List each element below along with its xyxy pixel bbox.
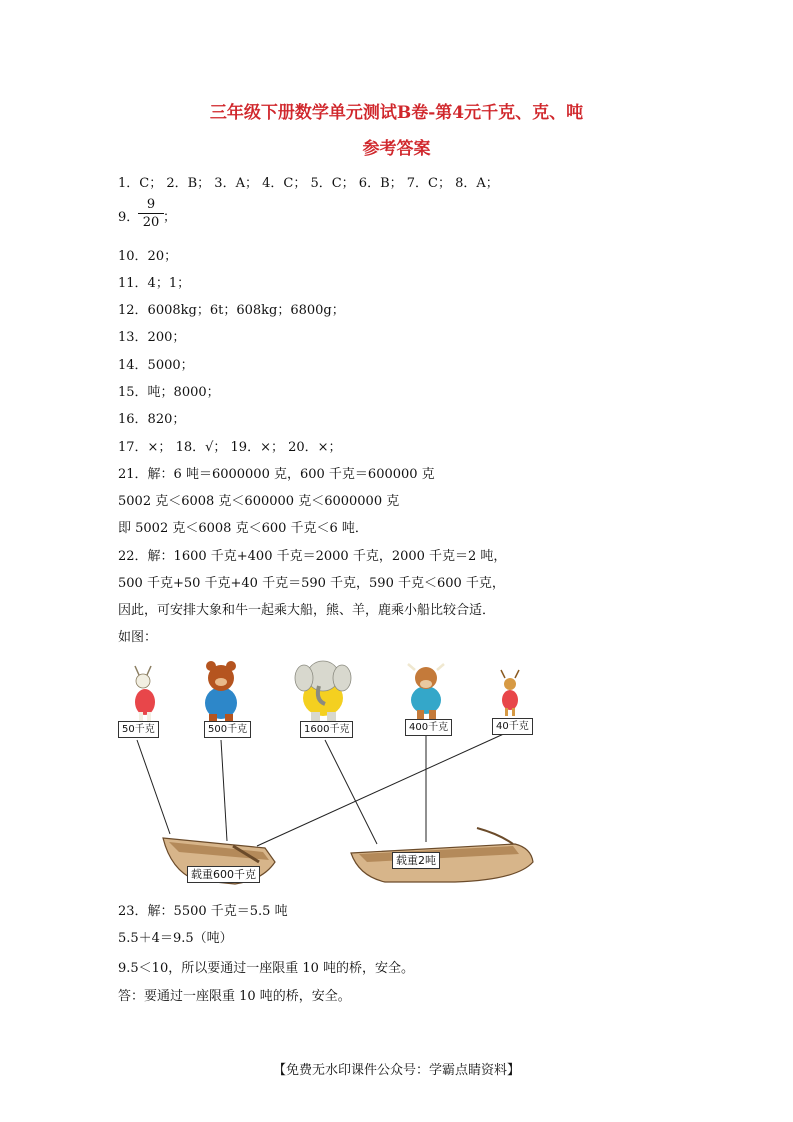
answer-21-line-1: 21．解：6 吨＝6000000 克，600 千克＝600000 克 [118,467,435,482]
connector-goat [137,740,170,834]
weight-label-elephant: 1600千克 [300,721,353,738]
page-subtitle: 参考答案 [362,139,431,159]
answer-10: 10．20； [118,249,178,264]
footer-note: 【免费无水印课件公众号：学霸点睛资料】 [272,1063,520,1078]
answer-11: 11．4；1； [118,276,191,291]
answer-16: 16．820； [118,412,186,427]
answer-15: 15．吨；8000； [118,385,220,400]
connector-bear [221,740,227,841]
answer-14: 14．5000； [118,358,194,373]
elephant-icon [295,661,351,721]
answer-line-1-8: 1．C； 2．B； 3．A； 4．C； 5．C； 6．B； 7．C； 8．A； [118,176,499,191]
weight-label-goat: 50千克 [118,721,159,738]
connector-elephant [325,740,377,844]
answer-17-20: 17．×； 18．√； 19．×； 20．×； [118,440,342,455]
boat-assignment-figure [115,648,535,893]
answer-9-prefix: 9． [118,210,140,225]
big-boat-icon [351,828,533,882]
weight-label-bear: 500千克 [204,721,251,738]
goat-icon [135,666,155,722]
answer-21-line-2: 5002 克＜6008 克＜600000 克＜6000000 克 [118,494,400,509]
answer-23-line-2: 5.5＋4＝9.5（吨） [118,931,233,946]
answer-22-line-2: 500 千克+50 千克+40 千克＝590 千克，590 千克＜600 千克， [118,576,505,591]
answer-23-line-4: 答：要通过一座限重 10 吨的桥，安全。 [118,989,351,1004]
answer-12: 12．6008kg；6t；608kg；6800g； [118,303,345,318]
answer-23-line-3: 9.5＜10，所以要通过一座限重 10 吨的桥，安全。 [118,961,415,976]
answer-22-line-1: 22．解：1600 千克+400 千克＝2000 千克，2000 千克＝2 吨， [118,549,507,564]
bear-icon [205,661,237,724]
cow-icon [408,664,444,720]
connector-deer [257,732,508,846]
fraction-numerator: 9 [146,197,156,212]
big-boat-capacity: 载重2吨 [392,852,440,869]
page-title: 三年级下册数学单元测试B卷-第4元千克、克、吨 [209,103,584,123]
small-boat-capacity: 载重600千克 [187,866,260,883]
answer-21-line-3: 即 5002 克＜6008 克＜600 千克＜6 吨． [118,521,368,536]
answer-9-fraction [138,196,164,231]
answer-22-line-4: 如图： [118,630,158,645]
weight-label-deer: 40千克 [492,718,533,735]
weight-label-cow: 400千克 [405,719,452,736]
fraction-denominator: 20 [142,215,160,230]
answer-22-line-3: 因此，可安排大象和牛一起乘大船，熊、羊，鹿乘小船比较合适． [118,603,496,618]
figure-drawing [115,648,535,893]
deer-icon [501,670,519,716]
answer-9-suffix: ； [163,210,177,225]
answer-13: 13．200； [118,330,186,345]
answer-23-line-1: 23．解：5500 千克＝5.5 吨 [118,904,288,919]
